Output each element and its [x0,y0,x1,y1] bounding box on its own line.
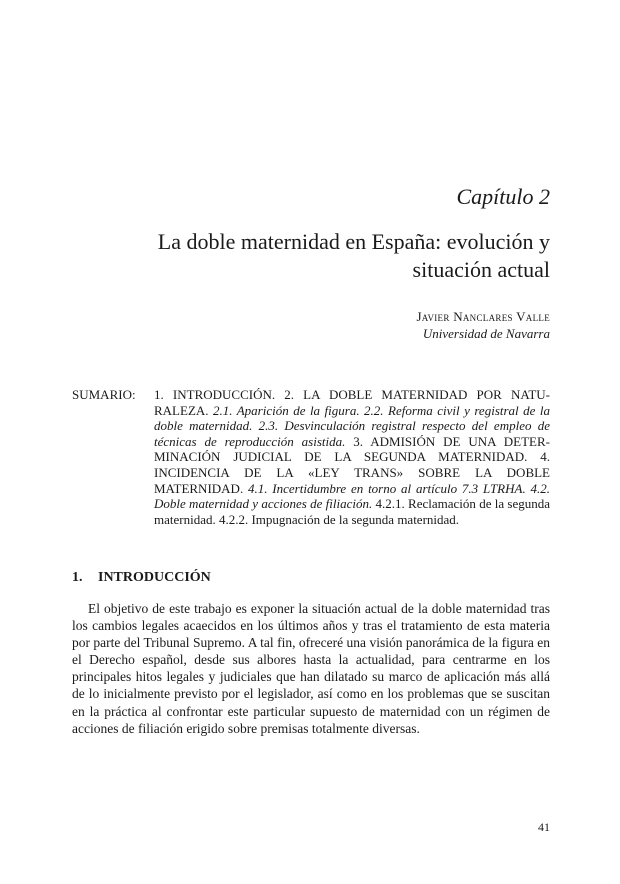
author-name: Javier Nanclares Valle [416,309,550,324]
summary-text [154,387,550,527]
summary-part: 1. INTRODUCCIÓN. 2. LA DOBLE MATERNIDAD POR NATURALEZA. [154,387,550,418]
summary-block [72,387,550,527]
section-title: INTRODUCCIÓN [98,570,211,585]
summary-label: SUMARIO: [72,387,136,402]
body-paragraph: El objetivo de este trabajo es exponer la situación actual de la doble maternidad tras los cambios legales acaecidos en los últimos años y tras el tratamiento de esta materia por parte del Tribunal Supremo. A tal fin, ofreceré una visión panorámica de la figura en el Derecho español, desde sus albores hasta la actualidad, para centrarme en los principales hitos legales y judiciales que han dilatado su marco de aplicación más allá de lo inicialmente previsto por el legislador, así como en los problemas que se suscitan en la práctica al confrontar este particular supuesto de maternidad con un régimen de acciones de filiación erigido sobre premisas totalmente diversas. [72,601,550,736]
section-heading [72,570,211,586]
section-number: 1. [72,570,83,585]
chapter-label: Capítulo 2 [456,184,550,209]
summary-part: 4.1. Incertidumbre en torno al artículo 7.3 LTRHA. 4.2. Doble maternidad y acciones de filiación. [154,480,550,512]
author-block [416,308,550,342]
summary-part: 4.2.1. Reclamación de la segunda maternidad. 4.2.2. Impugnación de la segunda maternidad. [154,496,551,527]
summary-part: 3. ADMISIÓN DE UNA DETERMINACIÓN JUDICIAL DE LA SEGUNDA MATERNIDAD. 4. INCIDENCIA DE LA «LEY TRANS» SOBRE LA DOBLE MATERNIDAD. [154,433,550,496]
author-affiliation: Universidad de Navarra [422,326,550,341]
summary-part: 2.1. Aparición de la figura. 2.2. Reforma civil y registral de la doble maternidad. 2.3. Desvinculación registral respecto del empleo de técnicas de reproducción asistida. [154,402,550,449]
page-number: 41 [538,820,550,834]
chapter-title: La doble maternidad en España: evolución y situación actual [157,229,550,282]
